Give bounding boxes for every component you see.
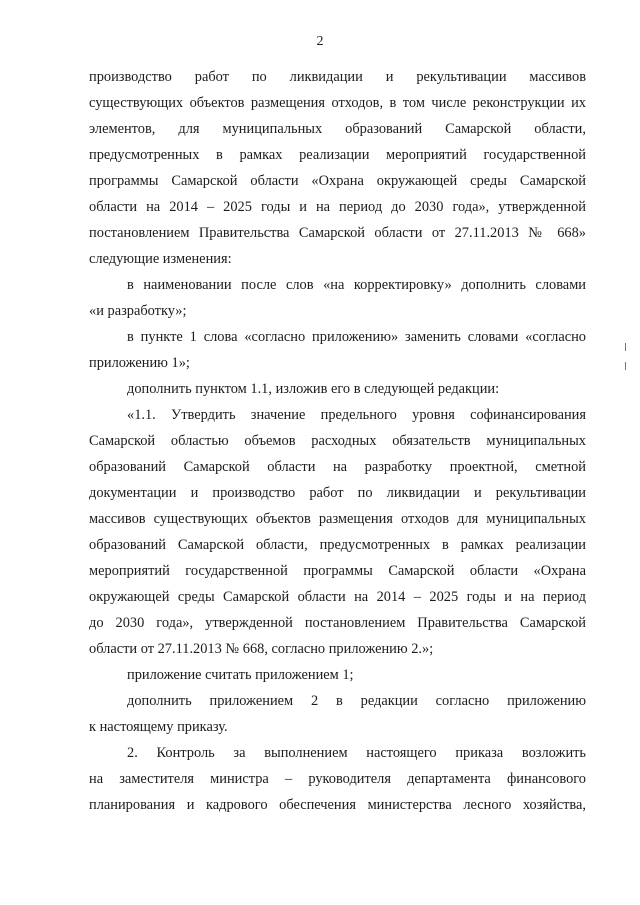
text-line: дополнить приложением 2 в редакции согласно приложению [127, 693, 586, 709]
text-line: постановлением Правительства Самарской области от 27.11.2013 № 668» [89, 225, 586, 241]
scan-artifact [625, 362, 626, 370]
text-line: массивов существующих объектов размещения отходов для муниципальных [89, 511, 586, 527]
text-line: до 2030 года», утвержденной постановлением Правительства Самарской [89, 615, 586, 631]
text-line: 2. Контроль за выполнением настоящего приказа возложить [127, 745, 586, 761]
text-line: предусмотренных в рамках реализации мероприятий государственной [89, 147, 586, 163]
text-line: следующие изменения: [89, 251, 232, 267]
text-line: приложению 1»; [89, 355, 190, 371]
text-line: планирования и кадрового обеспечения министерства лесного хозяйства, [89, 797, 586, 813]
scan-artifact [625, 343, 626, 351]
text-line: мероприятий государственной программы Самарской области «Охрана [89, 563, 586, 579]
text-line: области от 27.11.2013 № 668, согласно приложению 2.»; [89, 641, 434, 657]
text-line: окружающей среды Самарской области на 2014 – 2025 годы и на период [89, 589, 586, 605]
text-line: «1.1. Утвердить значение предельного уровня софинансирования [127, 407, 586, 423]
text-line: образований Самарской области на разработку проектной, сметной [89, 459, 586, 475]
text-line: программы Самарской области «Охрана окружающей среды Самарской [89, 173, 586, 189]
text-line: в пункте 1 слова «согласно приложению» заменить словами «согласно [127, 329, 586, 345]
text-line: к настоящему приказу. [89, 719, 228, 735]
text-line: Самарской областью объемов расходных обязательств муниципальных [89, 433, 586, 449]
document-body [89, 64, 586, 818]
text-line: образований Самарской области, предусмотренных в рамках реализации [89, 537, 586, 553]
text-line: области на 2014 – 2025 годы и на период до 2030 года», утвержденной [89, 199, 586, 215]
text-line: документации и производство работ по ликвидации и рекультивации [89, 485, 586, 501]
text-line: элементов, для муниципальных образований Самарской области, [89, 121, 586, 137]
text-line: производство работ по ликвидации и рекультивации массивов [89, 69, 586, 85]
text-line: на заместителя министра – руководителя департамента финансового [89, 771, 586, 787]
page-number: 2 [316, 34, 324, 49]
text-line: в наименовании после слов «на корректировку» дополнить словами [127, 277, 586, 293]
text-line: дополнить пунктом 1.1, изложив его в следующей редакции: [127, 381, 500, 397]
text-line: существующих объектов размещения отходов, в том числе реконструкции их [89, 95, 586, 111]
text-line: «и разработку»; [89, 303, 187, 319]
text-line: приложение считать приложением 1; [127, 667, 354, 683]
